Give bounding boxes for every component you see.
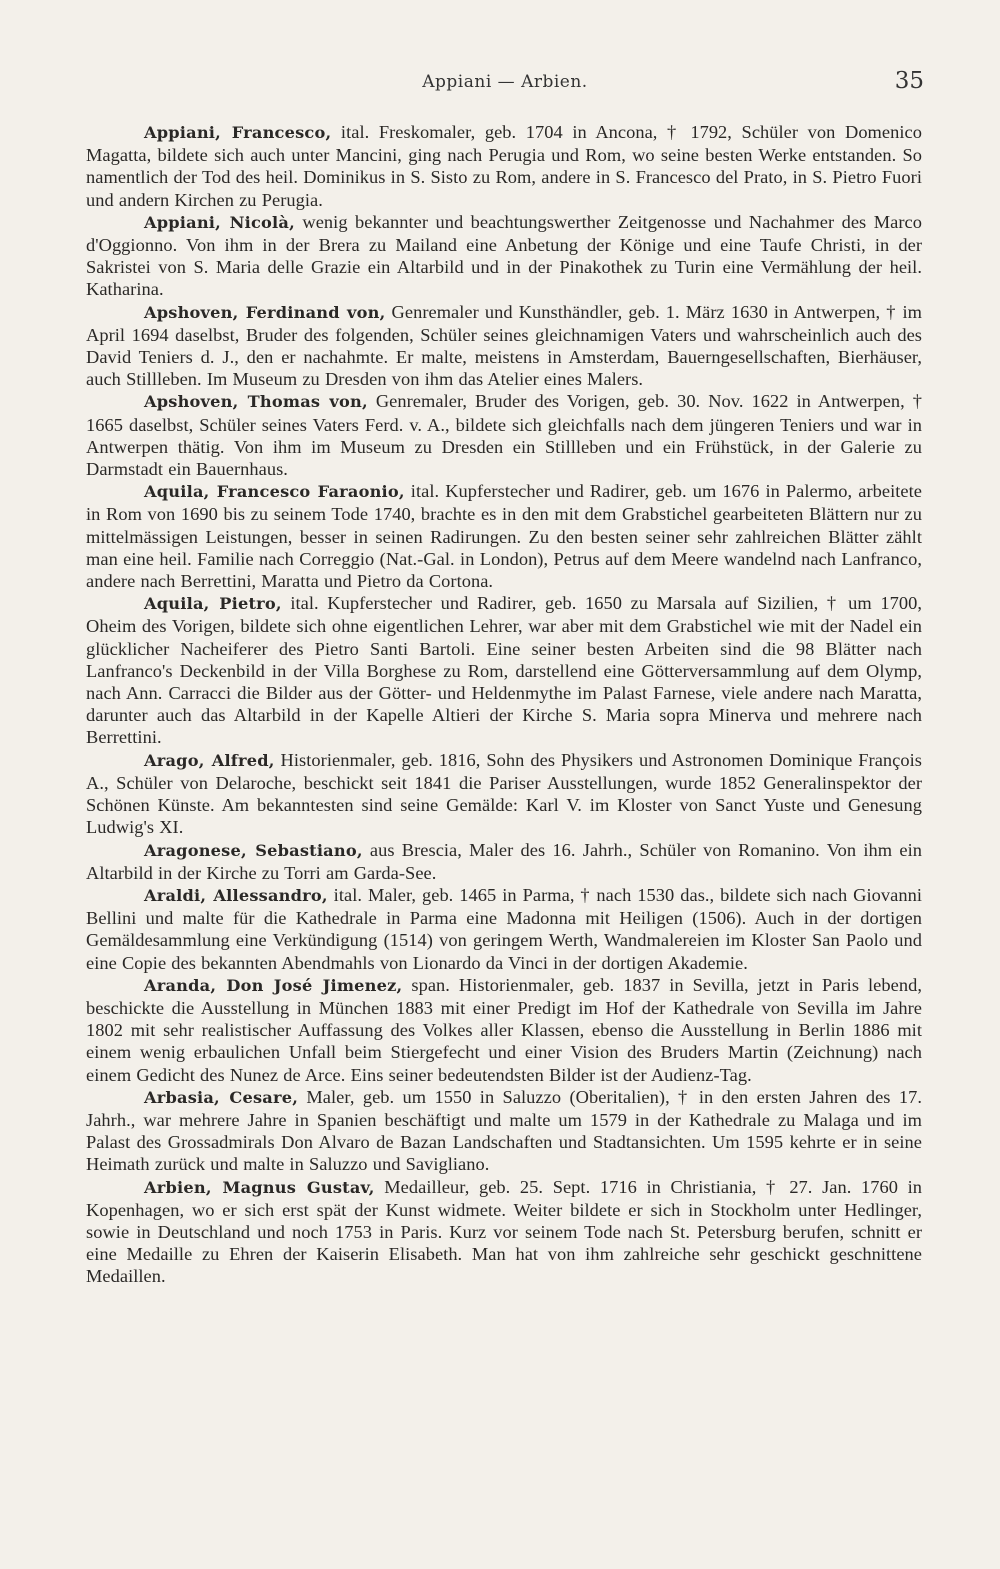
entry-headword: Aranda, Don José Jimenez,: [144, 975, 403, 995]
entry-headword: Aragonese, Sebastiano,: [144, 840, 363, 860]
entry-text: Maler, geb. um 1550 in Saluzzo (Oberitalien), † in den ersten Jahren des 17. Jahrh., war mehrere Jahre in Spanien beschäftigt und malte um 1579 in der Kathedrale zu Malaga und im Palast des Grossadmirals Don Alvaro de Bazan Landschaften und Stadtansichten. Um 1595 kehrte er in seine Heimath zurück und malte in Saluzzo und Savigliano.: [86, 1086, 922, 1175]
entry-text: ital. Maler, geb. 1465 in Parma, † nach 1530 das., bildete sich nach Giovanni Bellini und malte für die Kathedrale in Parma eine Madonna mit Heiligen (1506). Auch in der dortigen Gemäldesammlung eine Verkündigung (1514) von geringem Werth, Wandmalereien im Kloster San Paolo und eine Copie des bekannten Abendmahls von Lionardo da Vinci in der dortigen Akademie.: [86, 884, 922, 973]
entry-headword: Araldi, Allessandro,: [144, 885, 328, 905]
entry-appiani-nicola: [86, 211, 922, 301]
entry-headword: Arago, Alfred,: [144, 750, 275, 770]
page-number: 35: [894, 68, 924, 94]
entry-text: Genremaler und Kunsthändler, geb. 1. März 1630 in Antwerpen, † im April 1694 daselbst, Bruder des folgenden, Schüler seines gleichnamigen Vaters und wahrscheinlich auch des David Teniers d. J., den er nachahmte. Er malte, meistens in Amsterdam, Bauerngesellschaften, Bierhäuser, auch Stillleben. Im Museum zu Dresden von ihm das Atelier eines Malers.: [86, 301, 922, 390]
entry-text: ital. Kupferstecher und Radirer, geb. 1650 zu Marsala auf Sizilien, † um 1700, Oheim des Vorigen, bildete sich ohne eigentlichen Lehrer, war aber mit dem Grabstichel wie mit der Nadel ein glücklicher Nacheiferer des Pietro Santi Bartoli. Eine seiner besten Arbeiten sind die 98 Blätter nach Lanfranco's Deckenbild in der Villa Borghese zu Rom, darstellend eine Götterversammlung auf dem Olymp, nach Ann. Carracci die Bilder aus der Götter- und Heldenmythe im Palast Farnese, viele andere nach Maratta, darunter auch das Altarbild in der Kapelle Altieri der Kirche S. Maria sopra Minerva und mehrere nach Berrettini.: [86, 593, 923, 748]
entry-headword: Arbasia, Cesare,: [144, 1087, 299, 1107]
running-title: Appiani — Arbien.: [422, 72, 588, 92]
entry-araldi-allessandro: [86, 884, 922, 974]
running-head: [0, 68, 1000, 102]
entry-headword: Appiani, Nicolà,: [144, 212, 295, 232]
entry-text: ital. Kupferstecher und Radirer, geb. um 1676 in Palermo, arbeitete in Rom von 1690 bis zu seinem Tode 1740, brachte es in den mit dem Grabstichel gearbeiteten Blättern nur zu mittelmässigen Leistungen, besser in seinen Radirungen. Zu den besten seiner sehr zahlreichen Blätter zählt man eine heil. Familie nach Correggio (Nat.-Gal. in London), Petrus auf dem Meere wandelnd nach Lanfranco, andere nach Berrettini, Maratta und Pietro da Cortona.: [86, 481, 922, 592]
entry-appiani-francesco: [86, 121, 922, 211]
entry-text: span. Historienmaler, geb. 1837 in Sevilla, jetzt in Paris lebend, beschickte die Ausstellung in München 1883 mit einer Predigt im Hof der Kathedrale von Sevilla im Jahre 1802 mit sehr realistischer Auffassung des Volkes aller Klassen, ebenso die Ausstellung in Berlin 1886 mit einem wenig erbaulichen Unfall beim Stiergefecht und einer Vision des Bruders Martin (Zeichnung) nach einem Gedicht des Nunez de Arce. Eins seiner bedeutendsten Bilder ist der Audienz-Tag.: [86, 974, 922, 1085]
entry-headword: Apshoven, Ferdinand von,: [144, 302, 386, 322]
entry-apshoven-ferdinand: [86, 301, 922, 391]
entry-text: ital. Freskomaler, geb. 1704 in Ancona, † 1792, Schüler von Domenico Magatta, bildete sich auch unter Mancini, ging nach Perugia und Rom, wo seine besten Werke entstanden. So namentlich der Tod des heil. Dominikus in S. Sisto zu Rom, andere in S. Francesco del Prato, in S. Pietro Fuori und andern Kirchen zu Perugia.: [86, 122, 922, 210]
entry-headword: Appiani, Francesco,: [144, 123, 332, 142]
entry-headword: Aquila, Francesco Faraonio,: [144, 482, 405, 502]
entry-aquila-francesco: [86, 480, 922, 592]
entry-text: wenig bekannter und beachtungswerther Zeitgenosse und Nachahmer des Marco d'Oggionno. Von ihm in der Brera zu Mailand eine Anbetung der Könige und eine Taufe Christi, in der Sakristei von S. Maria delle Grazie ein Altarbild und in der Pinakothek zu Turin eine Vermählung der heil. Katharina.: [86, 211, 922, 300]
entry-arbien-magnus: [86, 1176, 922, 1288]
entry-aragonese-sebastiano: [86, 839, 922, 884]
entry-apshoven-thomas: [86, 390, 922, 480]
entry-aquila-pietro: [86, 592, 922, 748]
entry-text: aus Brescia, Maler des 16. Jahrh., Schüler von Romanino. Von ihm ein Altarbild in der Kirche zu Torri am Garda-See.: [86, 839, 922, 883]
dictionary-entries: [86, 121, 922, 1288]
entry-arbasia-cesare: [86, 1086, 922, 1176]
entry-text: Genremaler, Bruder des Vorigen, geb. 30. Nov. 1622 in Antwerpen, † 1665 daselbst, Schüler seines Vaters Ferd. v. A., bildete sich gleichfalls nach dem jüngeren Teniers und war in Antwerpen thätig. Von ihm im Museum zu Dresden ein Stillleben und ein Frühstück, in der Galerie zu Darmstadt ein Bauernhaus.: [86, 391, 922, 480]
entry-headword: Arbien, Magnus Gustav,: [144, 1177, 375, 1197]
entry-arago-alfred: [86, 749, 922, 839]
entry-headword: Apshoven, Thomas von,: [144, 392, 368, 412]
entry-headword: Aquila, Pietro,: [144, 594, 282, 614]
entry-aranda-jose: [86, 974, 922, 1086]
entry-text: Historienmaler, geb. 1816, Sohn des Physikers und Astronomen Dominique François A., Schüler von Delaroche, beschickt seit 1841 die Pariser Ausstellungen, wurde 1852 Generalinspektor der Schönen Künste. Am bekanntesten sind seine Gemälde: Karl V. im Kloster von Sanct Yuste und Genesung Ludwig's XI.: [86, 749, 923, 838]
entry-text: Medailleur, geb. 25. Sept. 1716 in Christiania, † 27. Jan. 1760 in Kopenhagen, wo er sich erst spät der Kunst widmete. Weiter bildete er sich in Stockholm unter Hedlinger, sowie in Deutschland und noch 1753 in Paris. Kurz vor seinem Tode nach St. Petersburg berufen, schnitt er eine Medaille zu Ehren der Kaiserin Elisabeth. Man hat von ihm zahlreiche sehr geschickt geschnittene Medaillen.: [86, 1176, 922, 1287]
